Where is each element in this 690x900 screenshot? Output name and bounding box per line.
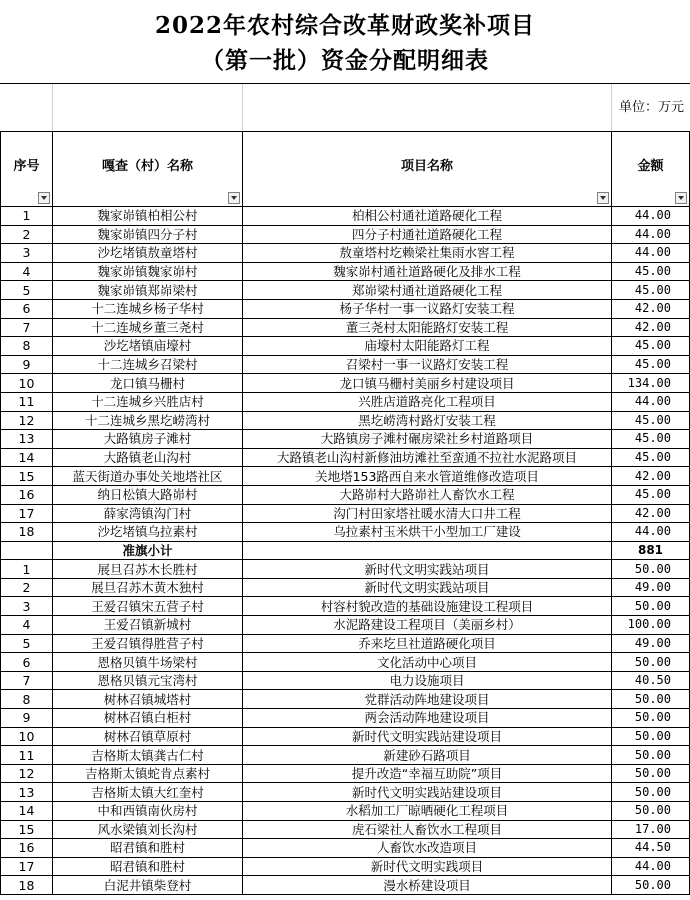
table-row (1, 578, 690, 597)
project-cell[interactable]: 人畜饮水改造项目 (243, 839, 612, 858)
row-number[interactable]: 13 (1, 783, 53, 802)
table-row (1, 225, 690, 244)
amount-cell[interactable]: 40.50 (612, 671, 690, 690)
filter-dropdown-icon[interactable] (228, 192, 240, 204)
subtotal-amount[interactable]: 881 (612, 541, 690, 560)
village-cell[interactable]: 中和西镇南伙房村 (53, 802, 243, 821)
amount-cell[interactable]: 42.00 (612, 299, 690, 318)
row-number[interactable]: 11 (1, 392, 53, 411)
amount-cell[interactable]: 50.00 (612, 597, 690, 616)
project-cell[interactable]: 杨子华村一事一议路灯安装工程 (243, 299, 612, 318)
row-number[interactable]: 14 (1, 802, 53, 821)
table-row (1, 337, 690, 356)
amount-cell[interactable]: 44.00 (612, 523, 690, 542)
village-cell[interactable]: 吉格斯太镇大红奎村 (53, 783, 243, 802)
row-number[interactable]: 1 (1, 207, 53, 226)
village-cell[interactable]: 沙圪堵镇敖童塔村 (53, 244, 243, 263)
village-cell[interactable]: 昭君镇和胜村 (53, 839, 243, 858)
row-number[interactable]: 16 (1, 839, 53, 858)
village-cell[interactable]: 王爱召镇新城村 (53, 616, 243, 635)
amount-cell[interactable]: 45.00 (612, 485, 690, 504)
amount-cell[interactable]: 42.00 (612, 467, 690, 486)
table-row (1, 839, 690, 858)
filter-dropdown-icon[interactable] (38, 192, 50, 204)
table-row (1, 802, 690, 821)
table-row (1, 318, 690, 337)
village-cell[interactable]: 十二连城乡召梁村 (53, 355, 243, 374)
header-no: 序号 (1, 132, 53, 207)
row-number[interactable]: 16 (1, 485, 53, 504)
village-cell[interactable]: 魏家峁镇郑峁梁村 (53, 281, 243, 300)
village-cell[interactable]: 大路镇房子滩村 (53, 430, 243, 449)
unit-label: 单位：万元 (618, 100, 684, 115)
project-cell[interactable]: 新建砂石路项目 (243, 746, 612, 765)
project-cell[interactable]: 乔来圪旦社道路硬化项目 (243, 634, 612, 653)
project-cell[interactable]: 乌拉素村玉米烘干小型加工厂建设 (243, 523, 612, 542)
amount-cell[interactable]: 50.00 (612, 876, 690, 895)
row-number[interactable]: 8 (1, 337, 53, 356)
row-number[interactable]: 11 (1, 746, 53, 765)
amount-cell[interactable]: 45.00 (612, 430, 690, 449)
amount-cell[interactable]: 44.00 (612, 207, 690, 226)
village-cell[interactable]: 风水梁镇刘长沟村 (53, 820, 243, 839)
project-cell[interactable]: 黑圪崂湾村路灯安装工程 (243, 411, 612, 430)
row-number[interactable]: 5 (1, 281, 53, 300)
row-number[interactable]: 9 (1, 709, 53, 728)
row-number[interactable]: 7 (1, 318, 53, 337)
project-cell[interactable]: 虎石梁社人畜饮水工程项目 (243, 820, 612, 839)
subtotal-blank[interactable] (243, 541, 612, 560)
amount-cell[interactable]: 50.00 (612, 764, 690, 783)
amount-cell[interactable]: 44.00 (612, 857, 690, 876)
project-cell[interactable]: 沟门村田家塔社暖水清大口井工程 (243, 504, 612, 523)
page-subtitle: （第一批）资金分配明细表 (201, 47, 489, 74)
table-row (1, 709, 690, 728)
row-number[interactable]: 10 (1, 727, 53, 746)
header-village: 嘎查（村）名称 (53, 132, 243, 207)
table-row (1, 392, 690, 411)
row-number[interactable]: 13 (1, 430, 53, 449)
row-number[interactable]: 3 (1, 244, 53, 263)
project-cell[interactable]: 水稻加工厂晾晒硬化工程项目 (243, 802, 612, 821)
project-cell[interactable]: 四分子村通社道路硬化工程 (243, 225, 612, 244)
project-cell[interactable]: 董三尧村太阳能路灯安装工程 (243, 318, 612, 337)
subtotal-label[interactable]: 准旗小计 (53, 541, 243, 560)
amount-cell[interactable]: 44.00 (612, 244, 690, 263)
table-row (1, 690, 690, 709)
village-cell[interactable]: 十二连城乡杨子华村 (53, 299, 243, 318)
project-cell[interactable]: 大路峁村大路峁社人畜饮水工程 (243, 485, 612, 504)
allocation-table (0, 131, 690, 895)
table-row (1, 876, 690, 895)
amount-cell[interactable]: 49.00 (612, 634, 690, 653)
table-row (1, 560, 690, 579)
project-cell[interactable]: 关地塔153路西自来水管道维修改造项目 (243, 467, 612, 486)
amount-cell[interactable]: 45.00 (612, 411, 690, 430)
row-number[interactable]: 4 (1, 616, 53, 635)
amount-cell[interactable]: 50.00 (612, 802, 690, 821)
grid-line (242, 84, 243, 131)
table-row (1, 467, 690, 486)
table-row (1, 299, 690, 318)
village-cell[interactable]: 树林召镇草原村 (53, 727, 243, 746)
title-divider (0, 83, 690, 84)
table-row (1, 616, 690, 635)
row-number[interactable]: 8 (1, 690, 53, 709)
village-cell[interactable]: 沙圪堵镇庙壕村 (53, 337, 243, 356)
row-number[interactable]: 17 (1, 857, 53, 876)
amount-cell[interactable]: 134.00 (612, 374, 690, 393)
row-number[interactable]: 15 (1, 820, 53, 839)
project-cell[interactable]: 党群活动阵地建设项目 (243, 690, 612, 709)
row-number[interactable]: 12 (1, 411, 53, 430)
table-row (1, 504, 690, 523)
village-cell[interactable]: 树林召镇城塔村 (53, 690, 243, 709)
row-number[interactable]: 6 (1, 653, 53, 672)
project-cell[interactable]: 电力设施项目 (243, 671, 612, 690)
table-row (1, 523, 690, 542)
table-row (1, 653, 690, 672)
table-row (1, 448, 690, 467)
project-cell[interactable]: 魏家峁村通社道路硬化及排水工程 (243, 262, 612, 281)
amount-cell[interactable]: 45.00 (612, 355, 690, 374)
table-row (1, 430, 690, 449)
project-cell[interactable]: 水泥路建设工程项目（美丽乡村） (243, 616, 612, 635)
header-project: 项目名称 (243, 132, 612, 207)
amount-cell[interactable]: 100.00 (612, 616, 690, 635)
project-cell[interactable]: 新时代文明实践站项目 (243, 560, 612, 579)
village-cell[interactable]: 魏家峁镇魏家峁村 (53, 262, 243, 281)
amount-cell[interactable]: 45.00 (612, 448, 690, 467)
project-cell[interactable]: 庙壕村太阳能路灯工程 (243, 337, 612, 356)
village-cell[interactable]: 吉格斯太镇龚古仁村 (53, 746, 243, 765)
amount-cell[interactable]: 42.00 (612, 318, 690, 337)
project-cell[interactable]: 柏相公村通社道路硬化工程 (243, 207, 612, 226)
amount-cell[interactable]: 45.00 (612, 262, 690, 281)
village-cell[interactable]: 蓝天街道办事处关地塔社区 (53, 467, 243, 486)
table-row (1, 857, 690, 876)
amount-cell[interactable]: 49.00 (612, 578, 690, 597)
table-row (1, 820, 690, 839)
amount-cell[interactable]: 44.00 (612, 392, 690, 411)
table-row (1, 355, 690, 374)
table-row (1, 485, 690, 504)
project-cell[interactable]: 提升改造“幸福互助院”项目 (243, 764, 612, 783)
village-cell[interactable]: 十二连城乡董三尧村 (53, 318, 243, 337)
filter-dropdown-icon[interactable] (597, 192, 609, 204)
amount-cell[interactable]: 45.00 (612, 337, 690, 356)
amount-cell[interactable]: 17.00 (612, 820, 690, 839)
project-cell[interactable]: 召梁村一事一议路灯安装工程 (243, 355, 612, 374)
project-cell[interactable]: 兴胜店道路亮化工程项目 (243, 392, 612, 411)
grid-line (611, 84, 612, 131)
amount-cell[interactable]: 50.00 (612, 690, 690, 709)
village-cell[interactable]: 昭君镇和胜村 (53, 857, 243, 876)
row-number[interactable]: 2 (1, 578, 53, 597)
village-cell[interactable]: 吉格斯太镇蛇肯点素村 (53, 764, 243, 783)
page-title: 2022年农村综合改革财政奖补项目 (154, 12, 535, 39)
village-cell[interactable]: 恩格贝镇元宝湾村 (53, 671, 243, 690)
table-row (1, 411, 690, 430)
row-number[interactable]: 1 (1, 560, 53, 579)
row-number[interactable]: 15 (1, 467, 53, 486)
village-cell[interactable]: 王爱召镇宋五营子村 (53, 597, 243, 616)
amount-cell[interactable]: 50.00 (612, 653, 690, 672)
header-row (1, 132, 690, 207)
row-number[interactable]: 2 (1, 225, 53, 244)
village-cell[interactable]: 纳日松镇大路峁村 (53, 485, 243, 504)
project-cell[interactable]: 敖童塔村圪赖梁社集雨水窖工程 (243, 244, 612, 263)
village-cell[interactable]: 展旦召苏木黄木独村 (53, 578, 243, 597)
table-body (1, 207, 690, 895)
filter-dropdown-icon[interactable] (675, 192, 687, 204)
project-cell[interactable]: 大路镇房子滩村碾房梁社乡村道路项目 (243, 430, 612, 449)
row-number[interactable]: 7 (1, 671, 53, 690)
village-cell[interactable]: 十二连城乡黑圪崂湾村 (53, 411, 243, 430)
row-number[interactable]: 14 (1, 448, 53, 467)
village-cell[interactable]: 恩格贝镇牛场梁村 (53, 653, 243, 672)
village-cell[interactable]: 王爱召镇得胜营子村 (53, 634, 243, 653)
header-amount: 金额 (612, 132, 690, 207)
village-cell[interactable]: 薛家湾镇沟门村 (53, 504, 243, 523)
village-cell[interactable]: 大路镇老山沟村 (53, 448, 243, 467)
table-row (1, 374, 690, 393)
table-row (1, 262, 690, 281)
village-cell[interactable]: 沙圪堵镇乌拉素村 (53, 523, 243, 542)
village-cell[interactable]: 魏家峁镇柏相公村 (53, 207, 243, 226)
table-row (1, 281, 690, 300)
row-number[interactable]: 18 (1, 876, 53, 895)
amount-cell[interactable]: 50.00 (612, 560, 690, 579)
village-cell[interactable]: 展旦召苏木长胜村 (53, 560, 243, 579)
row-number[interactable]: 17 (1, 504, 53, 523)
table-row (1, 746, 690, 765)
project-cell[interactable]: 新时代文明实践站项目 (243, 578, 612, 597)
row-number[interactable]: 12 (1, 764, 53, 783)
row-number[interactable]: 18 (1, 523, 53, 542)
table-row (1, 597, 690, 616)
amount-cell[interactable]: 50.00 (612, 709, 690, 728)
table-row (1, 783, 690, 802)
grid-line (52, 84, 53, 131)
village-cell[interactable]: 十二连城乡兴胜店村 (53, 392, 243, 411)
row-number[interactable]: 3 (1, 597, 53, 616)
project-cell[interactable]: 郑峁梁村通社道路硬化工程 (243, 281, 612, 300)
amount-cell[interactable]: 50.00 (612, 746, 690, 765)
village-cell[interactable]: 树林召镇白柜村 (53, 709, 243, 728)
subtotal-row (1, 541, 690, 560)
project-cell[interactable]: 大路镇老山沟村新修油坊滩社至蛮通不拉社水泥路项目 (243, 448, 612, 467)
village-cell[interactable]: 魏家峁镇四分子村 (53, 225, 243, 244)
row-number[interactable]: 5 (1, 634, 53, 653)
village-cell[interactable]: 龙口镇马栅村 (53, 374, 243, 393)
table-row (1, 634, 690, 653)
table-row (1, 671, 690, 690)
project-cell[interactable]: 两会活动阵地建设项目 (243, 709, 612, 728)
project-cell[interactable]: 新时代文明实践站建设项目 (243, 783, 612, 802)
row-number[interactable]: 9 (1, 355, 53, 374)
amount-cell[interactable]: 50.00 (612, 783, 690, 802)
table-row (1, 207, 690, 226)
project-cell[interactable]: 文化活动中心项目 (243, 653, 612, 672)
amount-cell[interactable]: 44.50 (612, 839, 690, 858)
project-cell[interactable]: 新时代文明实践站建设项目 (243, 727, 612, 746)
row-number[interactable]: 10 (1, 374, 53, 393)
amount-cell[interactable]: 44.00 (612, 225, 690, 244)
table-row (1, 764, 690, 783)
table-row (1, 727, 690, 746)
project-cell[interactable]: 新时代文明实践项目 (243, 857, 612, 876)
amount-cell[interactable]: 50.00 (612, 727, 690, 746)
row-number[interactable]: 6 (1, 299, 53, 318)
amount-cell[interactable]: 45.00 (612, 281, 690, 300)
project-cell[interactable]: 漫水桥建设项目 (243, 876, 612, 895)
table-row (1, 244, 690, 263)
amount-cell[interactable]: 42.00 (612, 504, 690, 523)
village-cell[interactable]: 白泥井镇柴登村 (53, 876, 243, 895)
project-cell[interactable]: 村容村貌改造的基础设施建设工程项目 (243, 597, 612, 616)
subtotal-blank[interactable] (1, 541, 53, 560)
project-cell[interactable]: 龙口镇马栅村美丽乡村建设项目 (243, 374, 612, 393)
row-number[interactable]: 4 (1, 262, 53, 281)
